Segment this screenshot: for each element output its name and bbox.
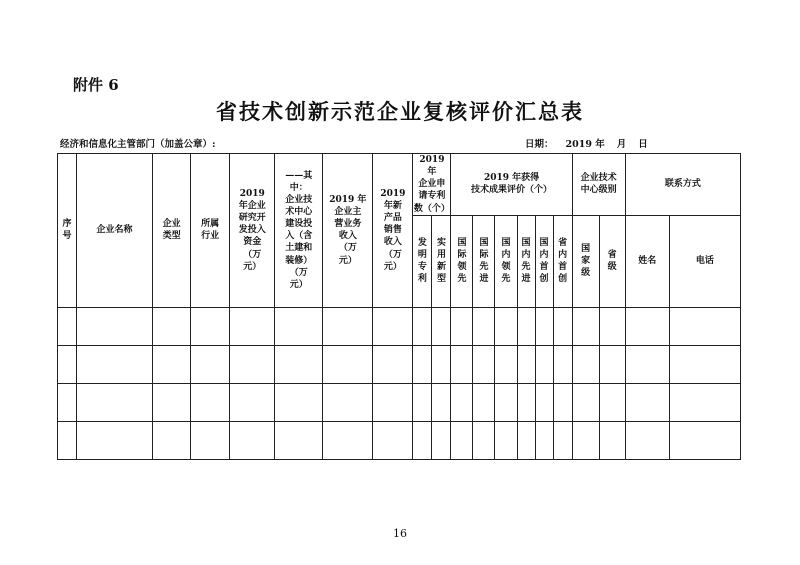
header-center-level: 企业技术 中心级别 — [572, 154, 625, 216]
header-domestic-first: 国内首创 — [535, 215, 553, 307]
date-line — [525, 136, 648, 150]
header-company-type: 企业 类型 — [153, 154, 191, 308]
table-row — [58, 421, 741, 459]
header-company-name: 企业名称 — [77, 154, 153, 308]
attachment-label: 附件 6 — [73, 76, 119, 94]
header-main-revenue: 2019 年 企业主 营业务 收入 （万 元） — [323, 154, 373, 308]
header-achievements: 2019 年获得 技术成果评价（个） — [451, 154, 572, 216]
header-new-product-revenue: 2019 年新 产品 销售 收入 （万 元） — [373, 154, 413, 308]
header-contact-phone: 电话 — [669, 215, 740, 307]
summary-table — [57, 153, 741, 460]
header-contact-name: 姓名 — [625, 215, 669, 307]
date-month: 月 — [616, 139, 627, 150]
header-domestic-advanced: 国内先进 — [517, 215, 535, 307]
date-day: 日 — [638, 139, 648, 150]
date-year: 2019 年 — [565, 139, 605, 150]
page-title: 省技术创新示范企业复核评价汇总表 — [216, 99, 584, 124]
table-row — [58, 345, 741, 383]
table-row — [58, 383, 741, 421]
page-number: 16 — [393, 527, 407, 540]
header-patents: 2019 年 企业申 请专利 数（个） — [413, 155, 450, 214]
header-domestic-leading: 国内领先 — [495, 215, 517, 307]
table-row — [58, 307, 741, 345]
header-intl-advanced: 国际先进 — [473, 215, 495, 307]
header-intl-leading: 国际领先 — [451, 215, 473, 307]
header-industry: 所属 行业 — [191, 154, 230, 308]
department-label: 经济和信息化主管部门（加盖公章）: — [60, 139, 216, 150]
header-rd-investment: 2019 年企业 研究开 发投入 资金 （万 元） — [230, 154, 275, 308]
header-patent-invention: 发明专利 — [413, 215, 432, 307]
header-national-level: 国家级 — [572, 215, 599, 307]
header-seq: 序号 — [58, 154, 77, 308]
header-patent-utility: 实用新型 — [432, 215, 451, 307]
header-contact: 联系方式 — [625, 154, 740, 216]
header-provincial-level: 省级 — [599, 215, 625, 307]
date-label: 日期： — [525, 139, 554, 150]
header-center-investment: ——其 中： 企业技 术中心 建设投 入（含 土建和 装修） （万 元） — [275, 154, 323, 308]
header-province-first: 省内首创 — [553, 215, 572, 307]
